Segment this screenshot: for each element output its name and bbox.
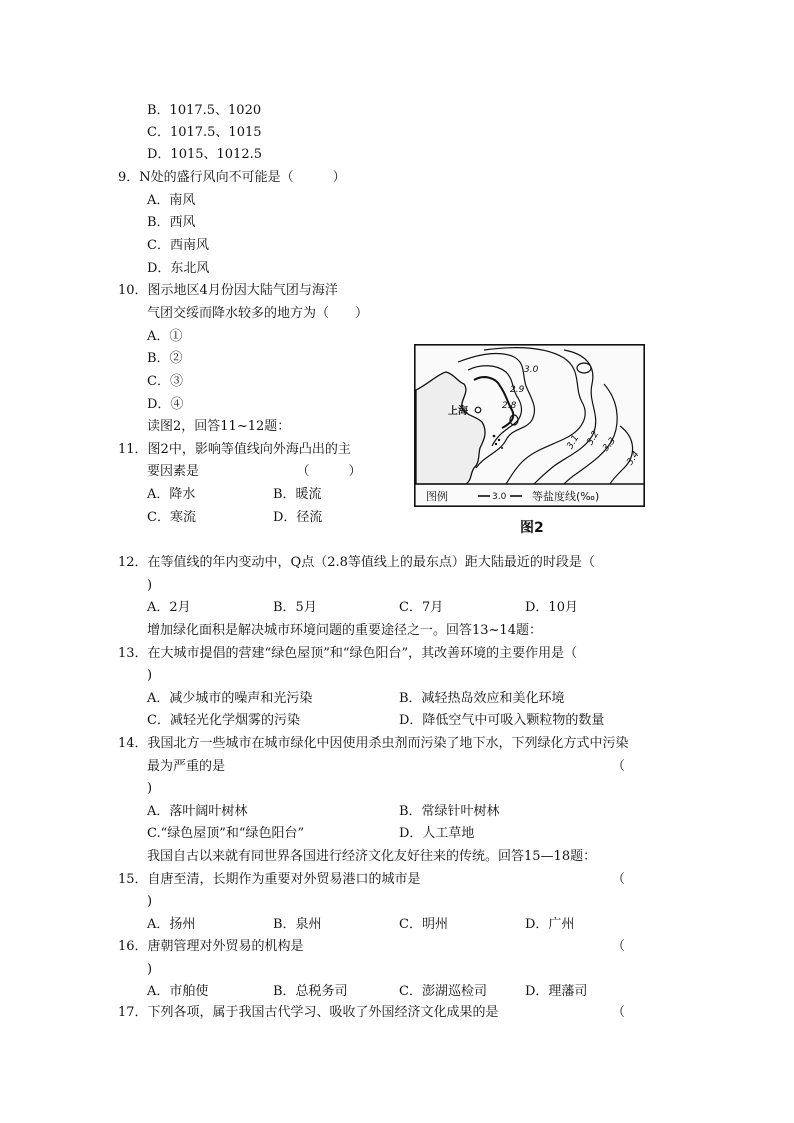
q10-option-d: D．④ [147,397,184,412]
question-16-line1: 16．唐朝管理对外贸易的机构是 [118,939,304,954]
question-12-line1: 12．在等值线的年内变动中，Q点（2.8等值线上的最东点）距大陆最近的时段是（ [118,555,595,570]
q9-option-b: B．西风 [147,215,196,230]
q11-option-d: D．径流 [273,510,323,525]
q8-option-c: C．1017.5、1015 [147,125,262,140]
q16-option-d: D．理藩司 [525,984,588,999]
island-dot [501,447,503,449]
question-14-line2: 最为严重的是 [147,759,226,774]
question-15-line2: ) [147,894,153,909]
question-14-line3: ) [147,781,153,796]
question-15-paren: （ [612,872,626,887]
contour-label-3-2: 3.2 [585,429,602,447]
q8-option-d: D．1015、1012.5 [147,147,262,162]
q11-option-b: B．暖流 [273,487,322,502]
island-dot [498,439,500,441]
question-13-line2: ) [147,668,153,683]
question-14-line1: 14．我国北方一些城市在城市绿化中因使用杀虫剂而污染了地下水，下列绿化方式中污染 [118,736,629,751]
intro-13-14: 增加绿化面积是解决城市环境问题的重要途径之一。回答13~14题： [147,623,542,638]
question-11-line1: 11．图2中，影响等值线向外海凸出的主 [118,442,351,457]
q12-option-c: C．7月 [399,600,444,615]
q10-option-b: B．② [147,351,183,366]
q13-option-c: C．减轻光化学烟雾的污染 [147,713,300,728]
island-dot [493,435,496,438]
intro-15-18: 我国自古以来就有同世界各国进行经济文化友好往来的传统。回答15—18题： [147,849,597,864]
q11-option-c: C．寒流 [147,510,196,525]
q14-option-c: C.“绿色屋顶”和“绿色阳台” [147,826,305,841]
question-17-paren: （ [612,1005,626,1020]
read-figure-2-intro: 读图2，回答11~12题： [147,419,291,434]
city-label-shanghai: 上海 [448,406,468,417]
q13-option-b: B．减轻热岛效应和美化环境 [399,691,565,706]
q15-option-d: D．广州 [525,917,575,932]
legend-text: 等盐度线(‰) [532,490,600,503]
contour-label-2-9: 2.9 [510,385,525,395]
legend-label: 图例 [426,490,448,503]
contour-label-3-3: 3.3 [601,436,619,454]
q15-option-b: B．泉州 [273,917,322,932]
legend-value: 3.0 [492,492,507,502]
contour-label-3-0: 3.0 [524,365,539,375]
q12-option-b: B．5月 [273,600,317,615]
q9-option-d: D．东北风 [147,261,210,276]
q16-option-c: C．澎湖巡检司 [399,984,487,999]
q15-option-c: C．明州 [399,917,448,932]
contour-label-3-1: 3.1 [565,433,582,451]
question-16-line2: ) [147,962,153,977]
figure-2-caption: 图2 [520,520,544,536]
question-11-line2: 要因素是 （ ） [147,464,362,479]
question-9: 9．N处的盛行风向不可能是（ ） [118,170,346,185]
q8-option-b: B．1017.5、1020 [147,103,262,118]
question-13-line1: 13．在大城市提倡的营建“绿色屋顶”和“绿色阳台”，其改善环境的主要作用是（ [118,646,578,661]
contour-label-2-8: 2.8 [502,401,517,411]
q12-option-d: D．10月 [525,600,578,615]
question-12-line2: ) [147,578,153,593]
q13-option-a: A．减少城市的噪声和光污染 [147,691,313,706]
q10-option-a: A．① [147,329,183,344]
q13-option-d: D．降低空气中可吸入颗粒物的数量 [399,713,605,728]
island-dot [495,443,497,445]
shanghai-marker [475,407,481,413]
q12-option-a: A．2月 [147,600,191,615]
q14-option-b: B．常绿针叶树林 [399,804,500,819]
q10-option-c: C．③ [147,374,183,389]
q16-option-a: A．市舶使 [147,984,209,999]
question-16-paren: （ [612,939,626,954]
q14-option-d: D．人工草地 [399,826,475,841]
figure-2-salinity-map [414,344,645,507]
q11-option-a: A．降水 [147,487,196,502]
q14-option-a: A．落叶阔叶树林 [147,804,248,819]
q16-option-b: B．总税务司 [273,984,348,999]
question-10-line2: 气团交绥而降水较多的地方为（ ） [147,306,369,321]
q9-option-c: C．西南风 [147,238,209,253]
question-14-paren: （ [612,759,626,774]
contour-label-3-4: 3.4 [625,449,642,468]
q9-option-a: A．南风 [147,193,196,208]
question-10-line1: 10．图示地区4月份因大陆气团与海洋 [118,283,338,298]
question-15-line1: 15．自唐至清，长期作为重要对外贸易港口的城市是 [118,872,421,887]
q15-option-a: A．扬州 [147,917,196,932]
question-17-line1: 17．下列各项，属于我国古代学习、吸收了外国经济文化成果的是 [118,1005,499,1020]
